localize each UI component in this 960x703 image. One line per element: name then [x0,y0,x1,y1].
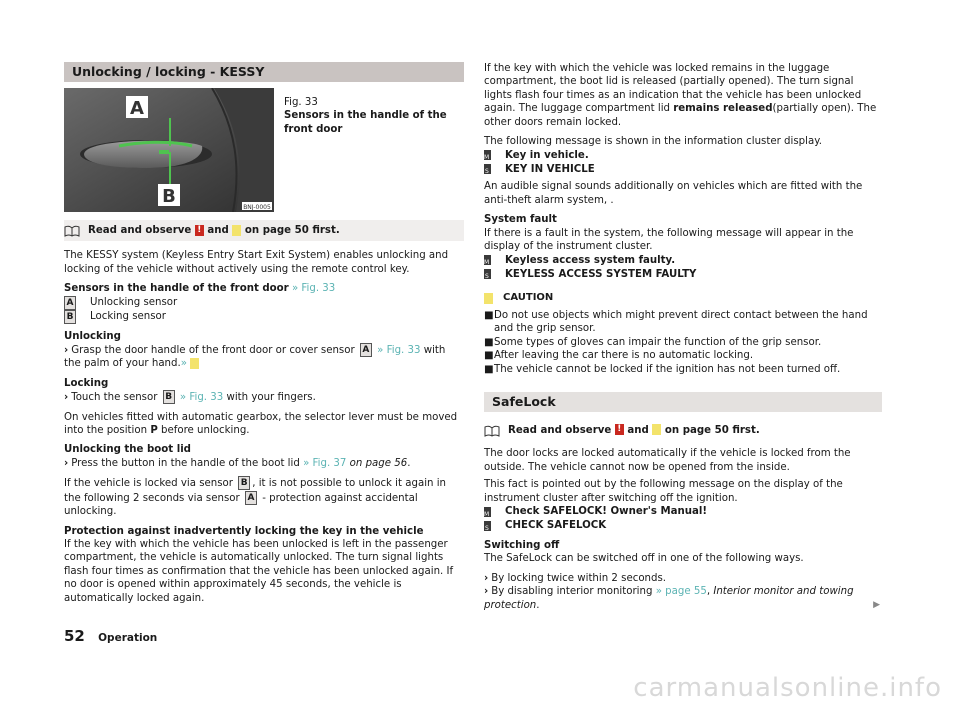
sensor-b-text-3: - protection against accidental unlocking. [64,492,418,518]
locking-step: › Touch the sensor B » Fig. 33 with your fingers. [64,392,316,404]
caution-title: CAUTION [503,292,554,304]
message-text: KEY IN VEHICLE [505,163,595,175]
message-text: KEYLESS ACCESS SYSTEM FAULTY [505,268,697,280]
warning-icon: ! [195,225,204,236]
figure-number: Fig. 33 [284,97,318,108]
way-1-text: By locking twice within 2 seconds. [491,572,667,584]
unlocking-heading: Unlocking [64,330,121,342]
figure-label-b: B [162,186,176,207]
sensor-b-key: B [238,476,250,490]
segment-display-icon [484,164,491,174]
message-s-1 [484,162,882,176]
gearbox-paragraph [64,411,464,438]
sensor-b-paragraph [64,476,464,518]
figure-caption [274,88,464,212]
maxi-dot-icon [484,507,491,517]
message-s-3 [484,519,882,533]
sensor-b-text-2: , it is not possible to unlock it again in the following 2 seconds via sensor [64,478,447,504]
way-2-comma: , [706,586,711,598]
gearbox-position: P [150,425,158,437]
figure-title: Sensors in the handle of the front door [284,110,447,135]
section-title: Unlocking / locking - KESSY [64,62,464,82]
open-book-icon [484,425,500,437]
protection-heading: Protection against inadvertently locking the key in the vehicle [64,525,424,537]
read-observe-text [88,224,340,237]
unlocking-text-1: Grasp the door handle of the front door or cover sensor [71,345,355,357]
read-observe-text [508,424,760,437]
fig-33-link[interactable]: » Fig. 33 [291,283,336,295]
boot-heading: Unlocking the boot lid [64,444,191,456]
safelock-paragraph-1: The door locks are locked automatically if the vehicle is locked from the outside. The vehicle cannot now be opened from the inside. [484,448,851,473]
legend-text-a: Unlocking sensor [90,296,178,308]
caution-item: ■ Do not use objects which might prevent direct contact between the hand and the grip sensor. [484,309,882,336]
unlocking-key: A [360,343,372,357]
sensor-a-key: A [245,491,257,505]
unlocking-note-link[interactable]: » [180,358,187,370]
right-column [484,62,882,612]
gearbox-text-1: On vehicles fitted with automatic gearbox, the selector lever must be moved into the position [64,411,458,437]
sensors-heading [64,282,464,295]
watermark: carmanualsonline.info [633,672,942,703]
legend-text-b: Locking sensor [90,310,166,322]
read-observe-row [64,220,464,241]
read-observe-and: and [627,424,649,436]
intro-paragraph: The KESSY system (Keyless Entry Start Exit System) enables unlocking and locking of the vehicle without actively using the remote control key. [64,250,449,275]
way-2-italic: Interior monitor and towing protection [484,586,854,611]
message-m-3 [484,505,882,519]
luggage-bold: remains released [673,103,773,115]
locking-heading: Locking [64,377,109,389]
unlocking-text-2: with the palm of your hand. [64,345,446,370]
open-book-icon [64,225,80,237]
way-2: › By disabling interior monitoring » page 55, Interior monitor and towing protection. ▶ [484,586,880,611]
message-text: CHECK SAFELOCK [505,520,607,532]
caution-item: ■ The vehicle cannot be locked if the ignition has not been turned off. [484,363,841,375]
boot-step: › Press the button in the handle of the boot lid » Fig. 37 on page 56. [64,457,411,469]
boot-page-ref: on page 56 [349,457,408,469]
warning-icon: ! [615,424,624,435]
message-s-2 [484,267,882,281]
legend-row-b [64,310,464,324]
maxi-dot-icon [484,255,491,265]
safelock-paragraph-2: This fact is pointed out by the following message on the display of the instrument cluster after switching off the ignition. [484,479,843,504]
way-2-dot: . [536,599,540,611]
read-observe-row [484,420,882,441]
locking-text-2: with your fingers. [226,392,316,404]
caution-heading [484,291,882,304]
luggage-text-1: If the key with which the vehicle was locked remains in the luggage compartment, the boot lid is released (partially opened). The turn signal lights flash four times as an indication that the vehicle has been unlocked again. The luggage compartment lid [484,63,862,115]
gearbox-text-2: before unlocking. [161,425,250,437]
message-text: Keyless access system faulty. [505,254,676,266]
boot-text: Press the button in the handle of the boot lid [71,457,300,469]
legend-key-b: B [64,310,76,324]
caution-list [484,309,882,376]
caution-item: ■ Some types of gloves can impair the function of the grip sensor. [484,336,822,348]
note-icon [232,225,241,236]
read-observe-post: on page 50 first. [664,424,760,436]
caution-icon [484,293,493,304]
caution-item-text: Do not use objects which might prevent direct contact between the hand and the grip sensor. [494,309,868,335]
page-number: 52 [64,627,85,645]
segment-display-icon [484,521,491,531]
sensors-heading-text: Sensors in the handle of the front door [64,283,289,295]
fig-37-link[interactable]: » Fig. 37 [303,457,347,469]
footer-label: Operation [98,632,158,644]
locking-fig-link[interactable]: » Fig. 33 [179,392,224,404]
message-text: Key in vehicle. [505,149,589,161]
audible-paragraph: An audible signal sounds additionally on vehicles which are fitted with the anti-theft alarm system, . [484,181,863,206]
fault-paragraph: If there is a fault in the system, the following message will appear in the display of the instrument cluster. [484,227,854,253]
caution-item-text: Some types of gloves can impair the function of the grip sensor. [494,336,822,348]
unlocking-fig-link[interactable]: » Fig. 33 [377,345,421,357]
door-handle-illustration [64,88,274,212]
read-observe-pre: Read and observe [88,225,192,236]
boot-dot: . [407,457,411,469]
caution-item-text: After leaving the car there is no automatic locking. [494,350,754,362]
figure-code: BNJ-0005 [243,204,271,211]
message-text: Check SAFELOCK! Owner's Manual! [505,506,708,518]
read-observe-post: on page 50 first. [244,225,340,236]
segment-display-icon [484,269,491,279]
locking-text-1: Touch the sensor [71,392,158,404]
maxi-dot-icon [484,150,491,160]
sensor-b-text-1: If the vehicle is locked via sensor [64,478,233,490]
note-icon [652,424,661,435]
luggage-paragraph [484,62,882,129]
read-observe-and: and [207,225,229,236]
page-55-link[interactable]: » page 55 [655,586,707,598]
safelock-title: SafeLock [484,392,882,412]
caution-item: ■ After leaving the car there is no automatic locking. [484,350,754,362]
legend-row-a [64,296,464,310]
left-column [64,62,464,605]
door-handle-image [64,88,274,212]
message-m-2 [484,253,882,267]
continue-arrow-icon: ▶ [873,599,880,610]
way-2-text: By disabling interior monitoring [491,586,653,598]
luggage-text-2: (partially open). The other doors remain locked. [484,103,877,128]
page-footer [64,627,158,645]
figure-label-a: A [130,98,144,119]
legend-key-a: A [64,296,76,310]
unlocking-step: › Grasp the door handle of the front door or cover sensor A » Fig. 33 with the palm of your hand.» [64,345,446,370]
switch-heading: Switching off [484,539,560,551]
locking-key: B [163,390,175,404]
message-m-1 [484,148,882,162]
fault-heading: System fault [484,214,557,226]
figure [64,88,464,212]
caution-item-text: The vehicle cannot be locked if the ignition has not been turned off. [494,363,841,375]
protection-paragraph: If the key with which the vehicle has been unlocked is left in the passenger compartment, the vehicle is automatically unlocked. The turn signal lights flash four times as confirmation that the vehicle has been unlocked again. If no door is opened within approximately 45 seconds, the vehicle is automatically locked again. [64,538,454,604]
switch-paragraph: The SafeLock can be switched off in one of the following ways. [484,553,804,565]
note-icon [190,358,199,369]
message-intro: The following message is shown in the information cluster display. [484,136,823,148]
way-1: › By locking twice within 2 seconds. [484,572,667,584]
read-observe-pre: Read and observe [508,424,612,436]
